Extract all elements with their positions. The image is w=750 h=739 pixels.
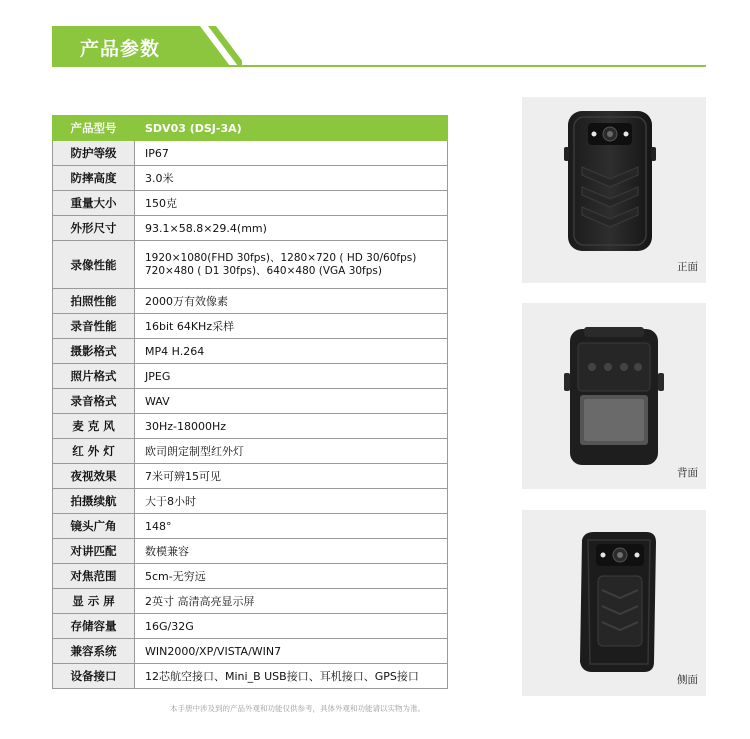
table-row [53,141,448,166]
camera-back-image [522,303,706,489]
table-header-row [53,116,448,141]
spec-label: 照片格式 [53,364,135,389]
spec-label: 对讲匹配 [53,539,135,564]
spec-value: 30Hz-18000Hz [135,414,448,439]
product-photo-back [522,303,706,489]
spec-value: 3.0米 [135,166,448,191]
table-row [53,314,448,339]
spec-value: 2000万有效像素 [135,289,448,314]
table-row [53,589,448,614]
spec-label: 拍照性能 [53,289,135,314]
photo-caption: 正面 [677,261,698,273]
table-row [53,514,448,539]
spec-value: 2英寸 高清高亮显示屏 [135,589,448,614]
spec-label: 兼容系统 [53,639,135,664]
spec-label: 拍摄续航 [53,489,135,514]
spec-value: 16bit 64KHz采样 [135,314,448,339]
table-row [53,364,448,389]
spec-label: 镜头广角 [53,514,135,539]
spec-value: 数模兼容 [135,539,448,564]
spec-value: 150克 [135,191,448,216]
table-row [53,414,448,439]
spec-value: 16G/32G [135,614,448,639]
spec-value: 93.1×58.8×29.4(mm) [135,216,448,241]
table-row [53,439,448,464]
spec-label: 重量大小 [53,191,135,216]
spec-table [52,115,448,689]
table-row [53,241,448,289]
table-row [53,564,448,589]
table-row [53,339,448,364]
header-divider [52,65,706,67]
spec-value: 欧司朗定制型红外灯 [135,439,448,464]
spec-label: 录像性能 [53,241,135,289]
table-row [53,614,448,639]
section-title: 产品参数 [80,38,161,60]
spec-label: 外形尺寸 [53,216,135,241]
table-row [53,639,448,664]
table-row [53,489,448,514]
spec-label: 麦 克 风 [53,414,135,439]
spec-label: 显 示 屏 [53,589,135,614]
photo-caption: 侧面 [677,674,698,686]
spec-label: 对焦范围 [53,564,135,589]
spec-value: SDV03 (DSJ-3A) [135,116,448,141]
table-row [53,289,448,314]
spec-value [135,241,448,289]
spec-label: 摄影格式 [53,339,135,364]
spec-value: 12芯航空接口、Mini_B USB接口、耳机接口、GPS接口 [135,664,448,689]
product-photo-front [522,97,706,283]
table-row [53,664,448,689]
disclaimer-footnote: 本手册中涉及到的产品外观和功能仅供参考，具体外观和功能请以实物为准。 [170,704,425,713]
table-row [53,389,448,414]
product-photo-side [522,510,706,696]
camera-front-image [522,97,706,283]
spec-value: MP4 H.264 [135,339,448,364]
spec-label: 产品型号 [53,116,135,141]
section-banner [52,26,242,66]
spec-value: WIN2000/XP/VISTA/WIN7 [135,639,448,664]
table-row [53,166,448,191]
spec-value: IP67 [135,141,448,166]
spec-value: WAV [135,389,448,414]
spec-label: 红 外 灯 [53,439,135,464]
table-row [53,216,448,241]
spec-value: 7米可辨15可见 [135,464,448,489]
photo-caption: 背面 [677,467,698,479]
table-row [53,464,448,489]
spec-label: 存储容量 [53,614,135,639]
spec-value-line-2: 720×480 ( D1 30fps)、640×480 (VGA 30fps) [145,264,382,277]
spec-value-line-1: 1920×1080(FHD 30fps)、1280×720 ( HD 30/60fps) [145,251,417,264]
spec-label: 录音性能 [53,314,135,339]
spec-label: 防护等级 [53,141,135,166]
spec-value: 5cm-无穷远 [135,564,448,589]
spec-value: 148° [135,514,448,539]
spec-value: JPEG [135,364,448,389]
table-row [53,539,448,564]
spec-label: 设备接口 [53,664,135,689]
spec-label: 夜视效果 [53,464,135,489]
spec-value: 大于8小时 [135,489,448,514]
camera-side-image [522,510,706,696]
spec-label: 防摔高度 [53,166,135,191]
spec-label: 录音格式 [53,389,135,414]
table-row [53,191,448,216]
